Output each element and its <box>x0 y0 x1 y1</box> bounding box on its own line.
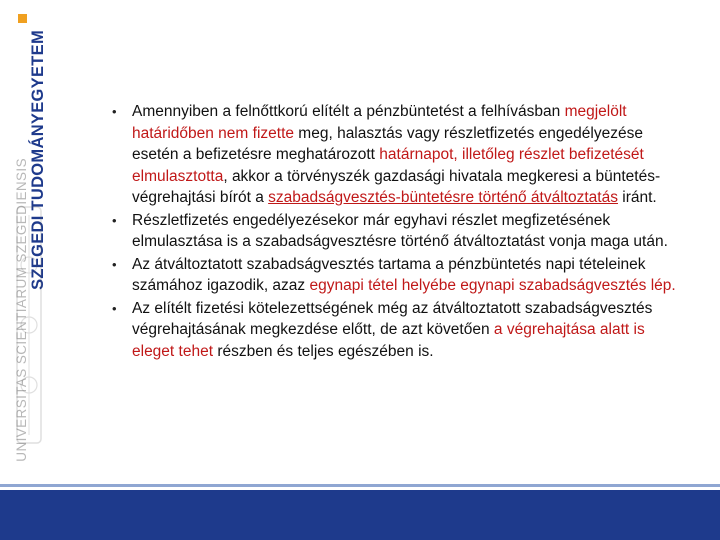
text-segment: Amennyiben a felnőttkorú elítélt a pénzbüntetést a felhívásban <box>132 103 565 120</box>
bullet-icon: • <box>112 256 117 272</box>
highlight-segment: a végrehajtása alatt is eleget tehet <box>132 321 645 360</box>
bullet-item <box>112 298 682 363</box>
highlight-segment: határnapot, illetőleg részlet befizetését elmulasztotta <box>132 146 644 185</box>
text-segment: , akkor a törvényszék gazdasági hivatala megkeresi a büntetés-végrehajtási bírót a <box>132 167 661 206</box>
bullet-item <box>112 101 682 209</box>
text-segment: Részletfizetés engedélyezésekor már egyhavi részlet megfizetésének elmulasztása is a szabadságvesztésre történő átváltoztatást vonja maga után. <box>132 211 668 250</box>
bullet-list <box>112 101 682 362</box>
bullet-icon: • <box>112 212 117 228</box>
bullet-item <box>112 210 682 253</box>
footer-divider <box>0 484 720 487</box>
bullet-icon: • <box>112 300 117 316</box>
university-name-vertical: SZEGEDI TUDOMÁNYEGYETEM <box>29 30 47 290</box>
footer-bar <box>0 490 720 540</box>
text-segment: Az átváltoztatott szabadságvesztés tartama a pénzbüntetés napi tételeinek számához igazodik, azaz <box>132 255 646 294</box>
text-segment: meg, halasztás vagy részletfizetés engedélyezése esetén a befizetésre meghatározott <box>132 124 643 163</box>
bullet-icon: • <box>112 104 117 119</box>
highlight-segment: megjelölt határidőben nem fizette <box>132 103 627 142</box>
text-segment: részben és teljes egészében is. <box>213 342 434 360</box>
text-segment: Az elítélt fizetési kötelezettségének még az átváltoztatott szabadságvesztés végrehajtásának megkezdése előtt, de azt követően <box>132 299 653 338</box>
text-segment: iránt. <box>617 189 657 206</box>
latin-motto-vertical: UNIVERSITAS SCIENTIARUM SZEGEDIENSIS <box>14 158 29 462</box>
highlight-underlined-segment: szabadságvesztés-büntetésre történő átváltoztatás <box>268 189 618 206</box>
slide-content <box>112 101 682 363</box>
highlight-segment: egynapi tétel helyébe egynapi szabadságvesztés lép. <box>309 277 676 294</box>
bullet-item <box>112 254 682 297</box>
university-seal-watermark <box>14 205 44 445</box>
